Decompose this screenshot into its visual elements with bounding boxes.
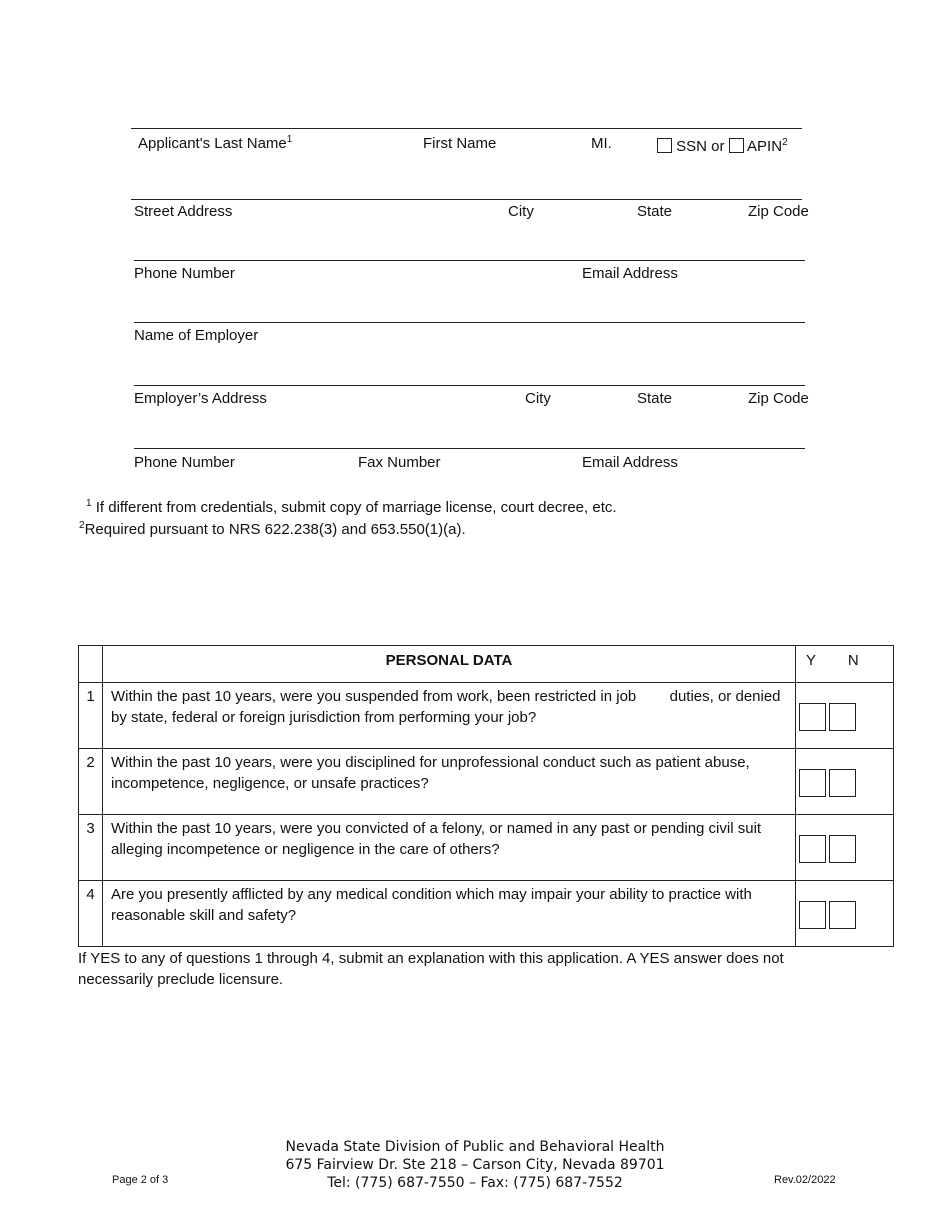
- last-name-label: Applicant's Last Name$^1$: [138, 134, 293, 152]
- question-row: [79, 815, 894, 881]
- rule-row2: [131, 199, 802, 200]
- question-number: 4: [79, 881, 103, 947]
- yes-header: Y: [806, 652, 816, 669]
- fax-label: Fax Number: [358, 454, 441, 471]
- personal-data-header: PERSONAL DATA: [103, 646, 796, 683]
- personal-data-header-row: [79, 646, 894, 683]
- employer-address-label: Employer’s Address: [134, 390, 267, 407]
- footnote-1: $^1$ If different from credentials, submit copy of marriage license, court decree, etc.: [86, 498, 617, 516]
- ssn-apin-group: SSN or APIN$^2$: [657, 138, 788, 155]
- no-checkbox[interactable]: [829, 835, 856, 863]
- agency-name: Nevada State Division of Public and Behavioral Health: [285, 1139, 665, 1155]
- apin-label: APIN: [747, 138, 783, 155]
- question-row: [79, 749, 894, 815]
- phone-label: Phone Number: [134, 265, 235, 282]
- yes-checkbox[interactable]: [799, 835, 826, 863]
- no-checkbox[interactable]: [829, 769, 856, 797]
- question-row: [79, 881, 894, 947]
- employer-city-label: City: [525, 390, 551, 407]
- question-text: Are you presently afflicted by any medical condition which may impair your ability to practice with reasonable skill and safety?: [103, 881, 796, 947]
- no-header: N: [847, 652, 859, 669]
- employer-email-label: Email Address: [582, 454, 678, 471]
- city-label: City: [508, 203, 534, 220]
- yn-cell: [796, 881, 894, 947]
- yes-checkbox[interactable]: [799, 703, 826, 731]
- question-row: [79, 683, 894, 749]
- rule-row6: [134, 448, 805, 449]
- yn-header: [796, 646, 894, 683]
- question-text: Within the past 10 years, were you suspended from work, been restricted in job duties, or denied by state, federal or foreign jurisdiction from performing your job?: [103, 683, 796, 749]
- state-label: State: [637, 203, 673, 220]
- zip-label: Zip Code: [748, 203, 809, 220]
- street-address-label: Street Address: [134, 203, 233, 220]
- agency-phone: Tel: (775) 687-7550 – Fax: (775) 687-7552: [327, 1175, 623, 1191]
- mi-label: MI.: [591, 135, 612, 152]
- rule-row4: [134, 322, 805, 323]
- header-num-cell: [79, 646, 103, 683]
- no-checkbox[interactable]: [829, 703, 856, 731]
- personal-data-table: [78, 645, 894, 947]
- first-name-label: First Name: [423, 135, 497, 152]
- no-checkbox[interactable]: [829, 901, 856, 929]
- yes-checkbox[interactable]: [799, 769, 826, 797]
- question-text: Within the past 10 years, were you convicted of a felony, or named in any past or pending civil suit alleging incompetence or negligence in the care of others?: [103, 815, 796, 881]
- question-text: Within the past 10 years, were you disciplined for unprofessional conduct such as patient abuse, incompetence, negligence, or unsafe practices?: [103, 749, 796, 815]
- yn-cell: [796, 683, 894, 749]
- apin-checkbox[interactable]: [729, 138, 744, 153]
- yn-cell: [796, 815, 894, 881]
- rule-row5: [134, 385, 805, 386]
- employer-zip-label: Zip Code: [748, 390, 809, 407]
- employer-name-label: Name of Employer: [134, 327, 259, 344]
- question-number: 2: [79, 749, 103, 815]
- rule-row1: [131, 128, 802, 129]
- agency-address: 675 Fairview Dr. Ste 218 – Carson City, Nevada 89701: [285, 1157, 665, 1173]
- employer-phone-label: Phone Number: [134, 454, 235, 471]
- employer-state-label: State: [637, 390, 673, 407]
- ssn-checkbox[interactable]: [657, 138, 672, 153]
- footnote-2: $^2$Required pursuant to NRS 622.238(3) and 653.550(1)(a).: [79, 520, 466, 538]
- yn-cell: [796, 749, 894, 815]
- ssn-label: SSN or: [676, 138, 725, 155]
- explanation-note: If YES to any of questions 1 through 4, submit an explanation with this application. A YES answer does not necessarily preclude licensure.: [78, 950, 784, 988]
- yes-checkbox[interactable]: [799, 901, 826, 929]
- email-label: Email Address: [582, 265, 678, 282]
- question-number: 1: [79, 683, 103, 749]
- revision: Rev.02/2022: [774, 1174, 836, 1186]
- rule-row3: [134, 260, 805, 261]
- page-number: Page 2 of 3: [112, 1174, 169, 1186]
- question-number: 3: [79, 815, 103, 881]
